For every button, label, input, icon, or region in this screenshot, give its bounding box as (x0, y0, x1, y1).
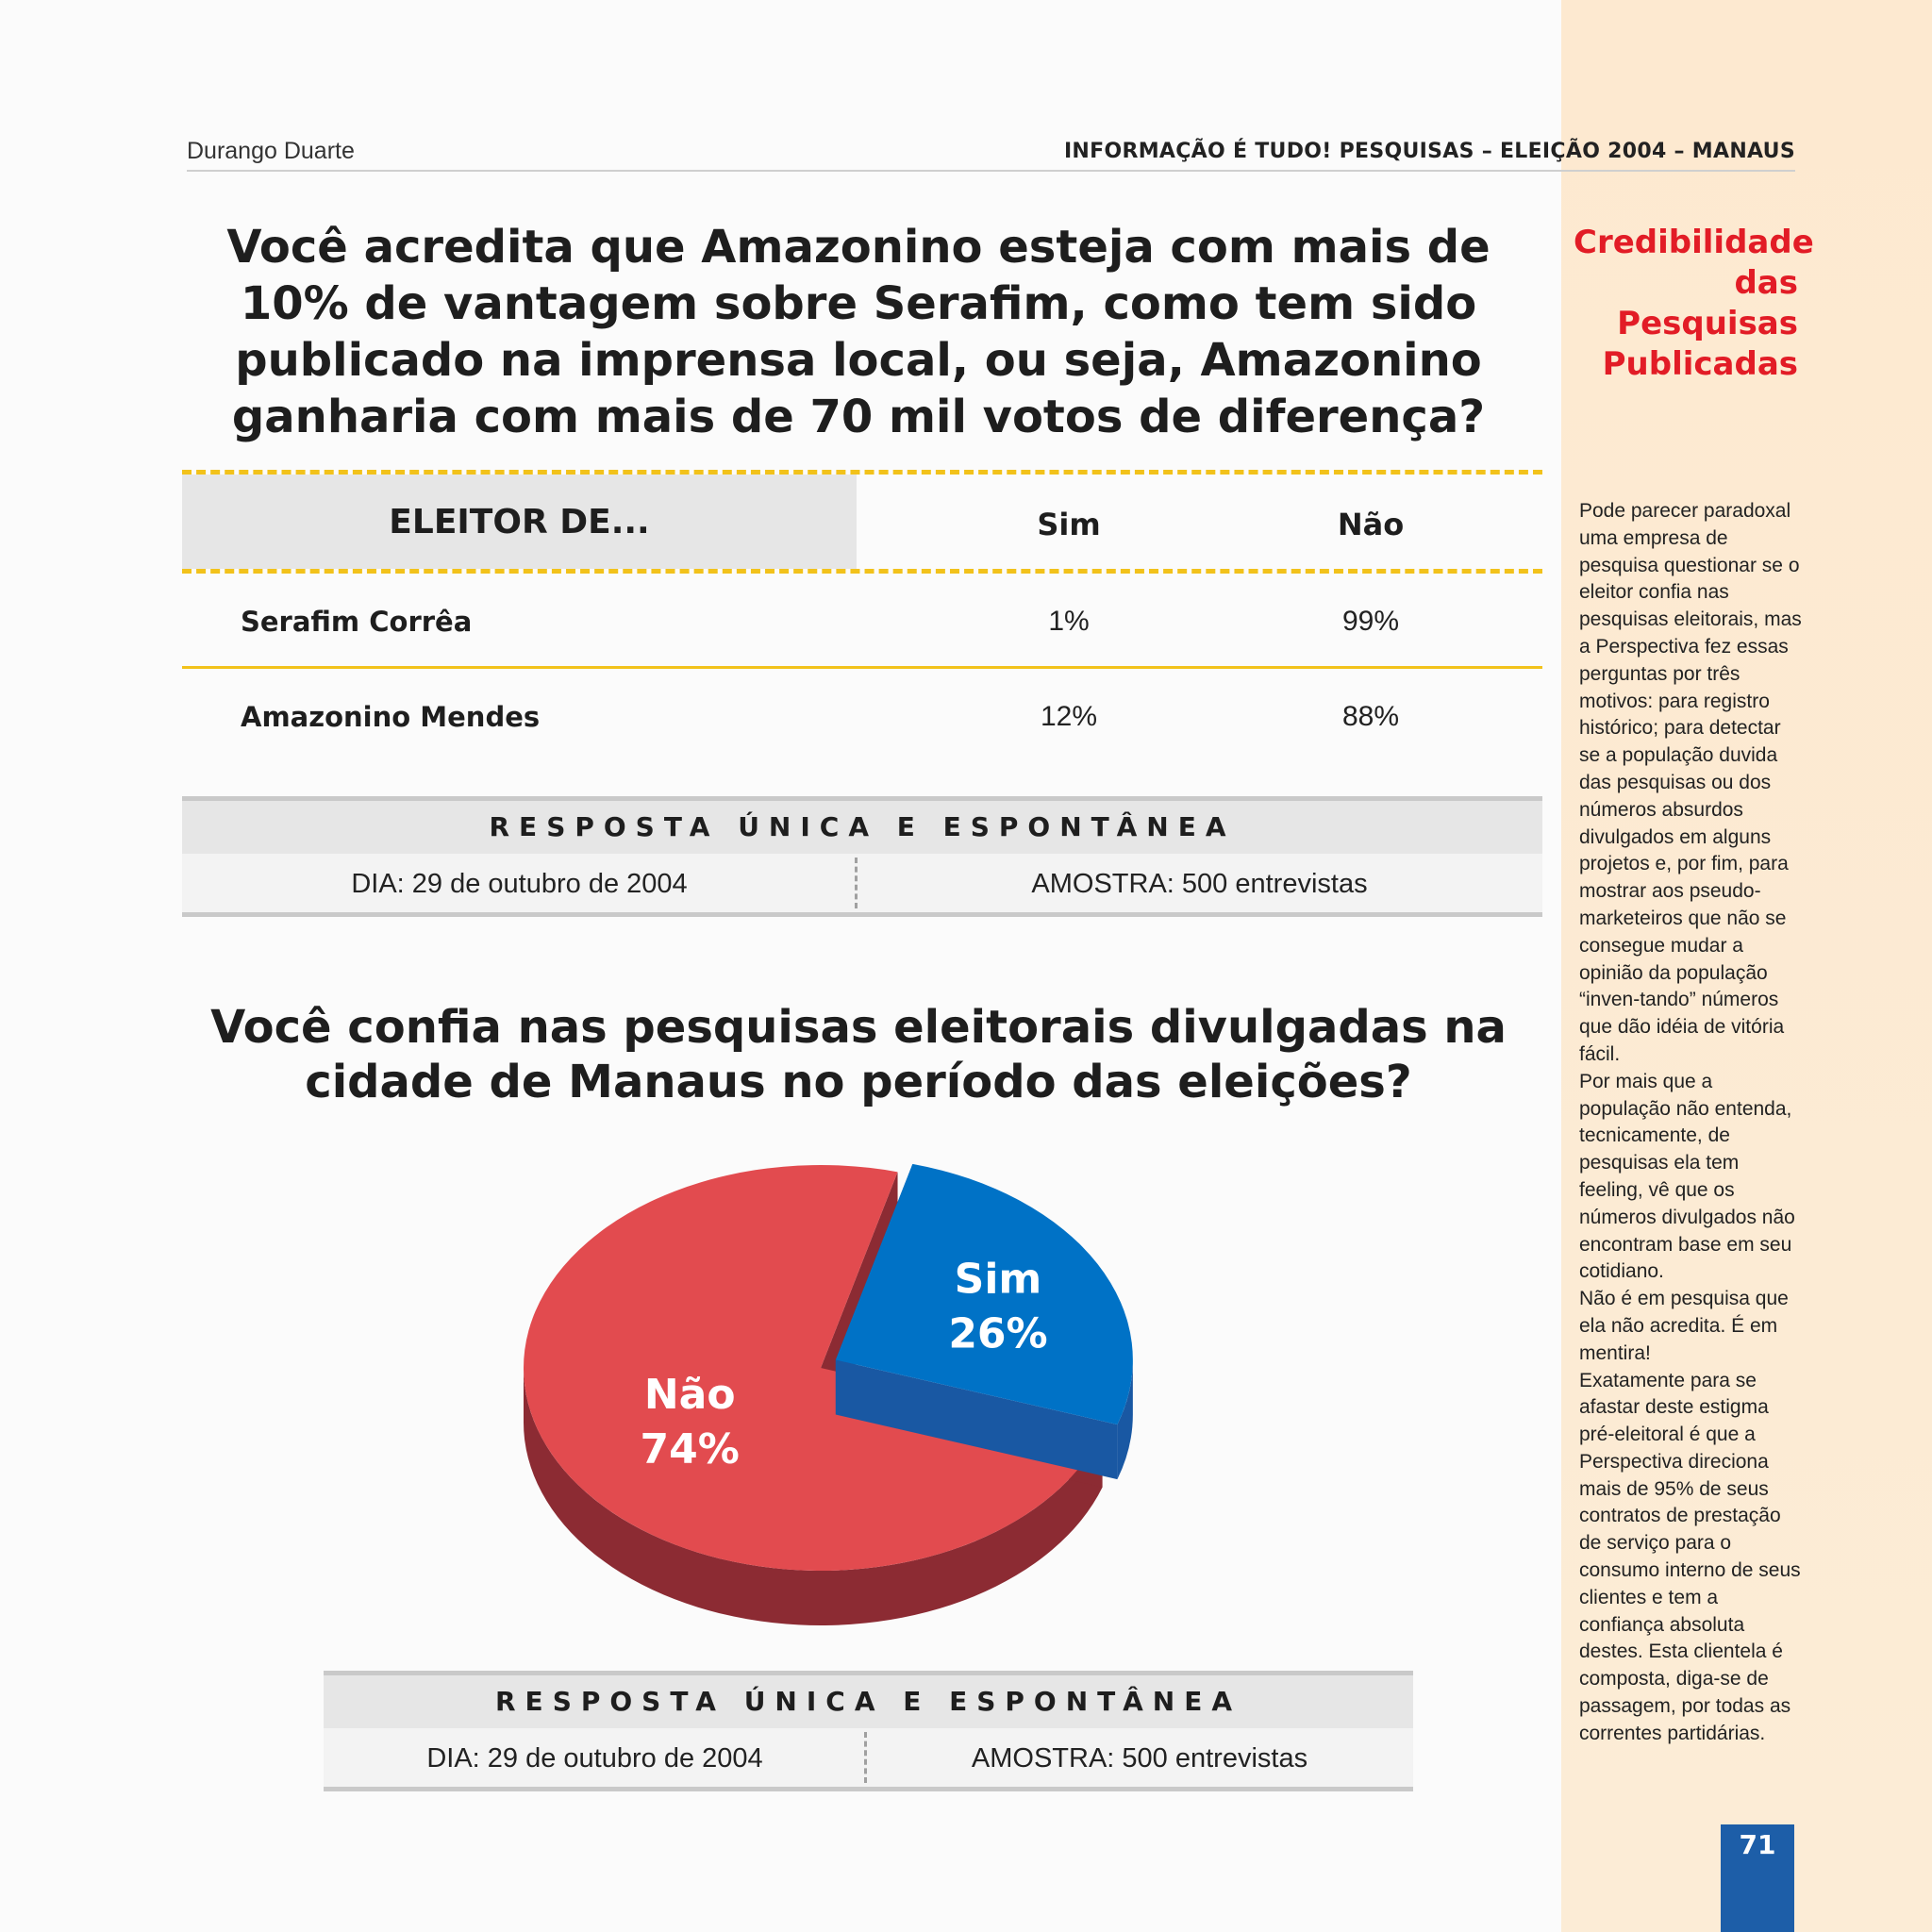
survey-info-details (324, 1728, 1413, 1791)
pie-value-sim: 26% (948, 1309, 1048, 1358)
results-table (182, 470, 1542, 761)
page-number: 71 (1721, 1824, 1794, 1932)
pie-chart (472, 1132, 1189, 1660)
table-header-label: ELEITOR DE... (389, 503, 650, 541)
sidebar-heading: Credibilidade das Pesquisas Publicadas (1574, 224, 1814, 383)
survey-info-title: RESPOSTA ÚNICA E ESPONTÂNEA (324, 1671, 1413, 1728)
pie-label-nao: Não (643, 1370, 736, 1419)
sidebar-paragraph: Por mais que a população não entenda, tecnicamente, de pesquisas ela tem feeling, vê que os números divulgados não encontram base em seu cotidiano. (1579, 1070, 1795, 1283)
book-title: INFORMAÇÃO É TUDO! PESQUISAS – ELEIÇÃO 2004 – MANAUS (1063, 140, 1795, 163)
question-1-title: Você acredita que Amazonino esteja com mais de 10% de vantagem sobre Serafim, como tem sido publicado na imprensa local, ou seja, Amazonino ganharia com mais de 70 mil votos de diferença? (226, 221, 1491, 443)
survey-info-title: RESPOSTA ÚNICA E ESPONTÂNEA (182, 796, 1542, 854)
pie-label-sim: Sim (954, 1255, 1042, 1304)
running-header (187, 138, 1795, 172)
row-sim-value: 1% (1048, 606, 1090, 637)
row-voter-name: Serafim Corrêa (241, 606, 473, 638)
survey-sample: AMOSTRA: 500 entrevistas (971, 1743, 1308, 1774)
survey-info-details (182, 854, 1542, 917)
pie-value-nao: 74% (640, 1424, 740, 1474)
table-header-nao: Não (1337, 507, 1405, 542)
question-2-title: Você confia nas pesquisas eleitorais divulgadas na cidade de Manaus no período das eleições? (210, 1001, 1507, 1108)
table-header-sim: Sim (1037, 507, 1101, 542)
survey-info-box-1 (182, 796, 1542, 917)
survey-date: DIA: 29 de outubro de 2004 (351, 869, 688, 899)
sidebar-paragraph: Não é em pesquisa que ela não acredita. É em mentira! (1579, 1288, 1789, 1364)
survey-info-box-2 (324, 1671, 1413, 1791)
table-row (182, 669, 1542, 761)
row-nao-value: 99% (1341, 606, 1400, 637)
row-sim-value: 12% (1040, 701, 1098, 732)
row-voter-name: Amazonino Mendes (241, 701, 541, 733)
sidebar-paragraph: Exatamente para se afastar deste estigma pré-eleitoral é que a Perspectiva direciona mais de 95% de seus contratos de prestação de serviço para o consumo interno de seus clientes e tem a confiança absoluta destes. Esta clientela é composta, diga-se de passagem, por todas as correntes partidárias. (1579, 1369, 1801, 1744)
sidebar-paragraph: Pode parecer paradoxal uma empresa de pesquisa questionar se o eleitor confia nas pesquisas eleitorais, mas a Perspectiva fez essas perguntas por três motivos: para registro histórico; para detectar se a população duvida das pesquisas ou dos números absurdos divulgados em alguns projetos e, por fim, para mostrar aos pseudo-marketeiros que não se consegue mudar a opinião da população “inven-tando” números que dão idéia de vitória fácil. (1579, 500, 1802, 1065)
sidebar-body (1579, 498, 1806, 1748)
survey-sample: AMOSTRA: 500 entrevistas (1031, 869, 1368, 899)
table-row (182, 574, 1542, 666)
row-nao-value: 88% (1341, 701, 1400, 732)
survey-date: DIA: 29 de outubro de 2004 (426, 1743, 763, 1774)
table-header (182, 475, 1542, 569)
author-name: Durango Duarte (187, 138, 355, 164)
